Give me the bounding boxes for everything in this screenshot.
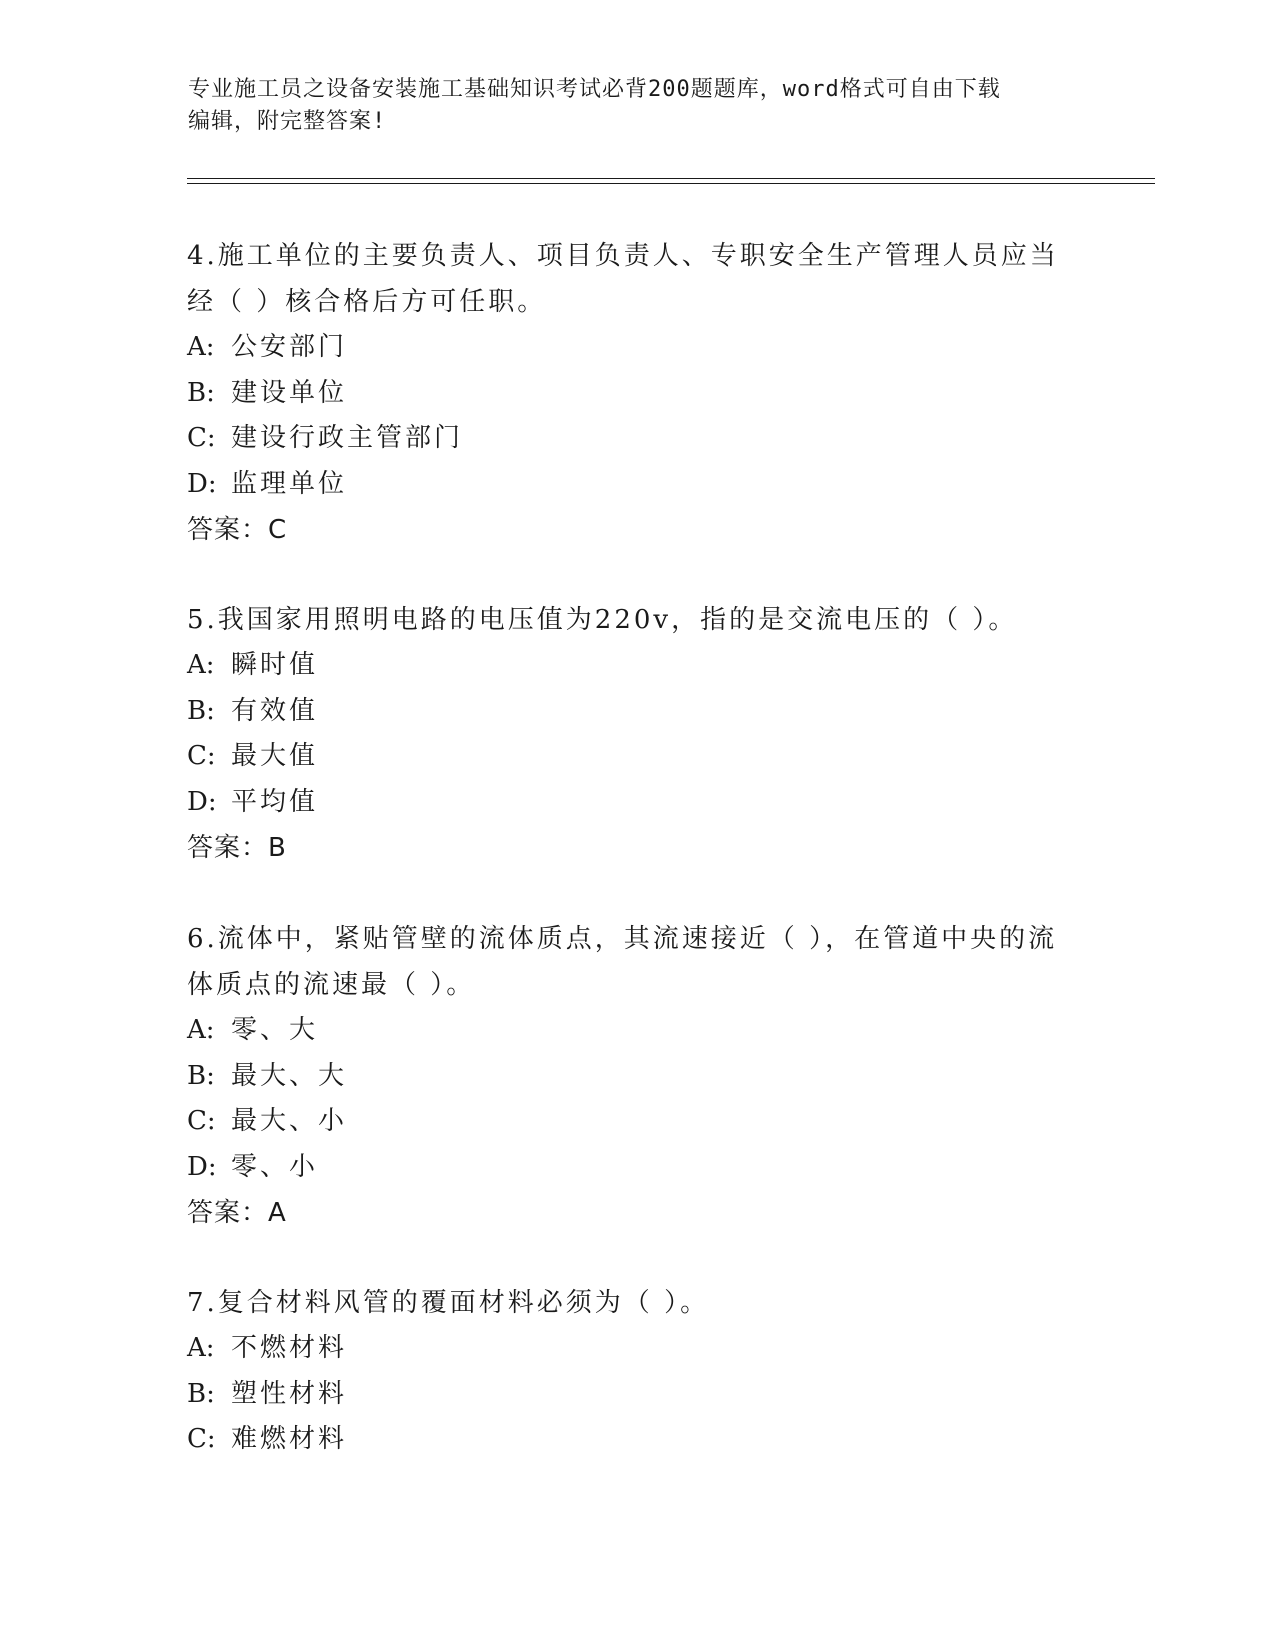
header-divider-bottom	[187, 183, 1155, 184]
option-text: 建设行政主管部门	[231, 423, 464, 453]
question-stem-line: 6.流体中，紧贴管壁的流体质点，其流速接近（ ），在管道中央的流	[187, 924, 1058, 954]
question-7	[187, 1280, 1087, 1463]
option-key: D:	[187, 468, 217, 499]
option-text: 最大、小	[231, 1106, 348, 1136]
header-divider-top	[187, 178, 1155, 179]
option-key: D:	[187, 1151, 217, 1182]
option-key: C:	[187, 423, 216, 453]
option-b	[187, 371, 1087, 417]
option-text: 塑性材料	[231, 1378, 348, 1409]
question-stem-line: 体质点的流速最（ ）。	[187, 970, 476, 1000]
option-text: 最大值	[231, 741, 319, 771]
option-text: 瞬时值	[231, 650, 319, 680]
option-c	[187, 1417, 1087, 1463]
option-key: B:	[187, 377, 215, 408]
option-key: A:	[187, 1015, 215, 1045]
option-d	[187, 1145, 1087, 1191]
option-key: B:	[187, 695, 215, 726]
answer-line: 答案：B	[187, 833, 287, 863]
option-key: A:	[187, 332, 215, 362]
question-stem-line: 4.施工单位的主要负责人、项目负责人、专职安全生产管理人员应当	[187, 241, 1059, 271]
option-key: A:	[187, 650, 215, 680]
option-c	[187, 416, 1087, 462]
question-stem-line: 5.我国家用照明电路的电压值为220v，指的是交流电压的（ ）。	[187, 605, 1018, 635]
question-stem-line: 7.复合材料风管的覆面材料必须为（ ）。	[187, 1288, 710, 1318]
option-c	[187, 1099, 1087, 1145]
answer-line: 答案：A	[187, 1198, 287, 1228]
option-d	[187, 780, 1087, 826]
header-line-2: 编辑，附完整答案!	[188, 109, 387, 134]
answer-line: 答案：C	[187, 515, 288, 545]
option-key: C:	[187, 741, 216, 771]
option-text: 不燃材料	[231, 1333, 348, 1363]
option-key: B:	[187, 1378, 215, 1409]
option-b	[187, 1372, 1087, 1418]
option-text: 建设单位	[231, 377, 348, 408]
option-text: 监理单位	[231, 468, 348, 499]
option-key: A:	[187, 1333, 215, 1363]
option-a	[187, 325, 1087, 371]
question-5	[187, 597, 1087, 871]
option-text: 零、大	[231, 1015, 319, 1045]
option-text: 最大、大	[231, 1060, 348, 1091]
option-a	[187, 1008, 1087, 1054]
document-header	[188, 74, 1068, 138]
question-stem-line: 经（ ）核合格后方可任职。	[187, 287, 547, 317]
option-b	[187, 1054, 1087, 1100]
option-key: B:	[187, 1060, 215, 1091]
option-d	[187, 462, 1087, 508]
option-text: 难燃材料	[231, 1424, 348, 1454]
option-c	[187, 734, 1087, 780]
option-key: C:	[187, 1424, 216, 1454]
option-key: C:	[187, 1106, 216, 1136]
option-a	[187, 643, 1087, 689]
question-4	[187, 233, 1087, 553]
option-b	[187, 689, 1087, 735]
option-a	[187, 1326, 1087, 1372]
header-line-1: 专业施工员之设备安装施工基础知识考试必背200题题库，word格式可自由下载	[188, 77, 1001, 102]
option-text: 零、小	[231, 1151, 319, 1182]
option-text: 公安部门	[231, 332, 348, 362]
question-6	[187, 916, 1087, 1236]
option-text: 有效值	[231, 695, 319, 726]
option-key: D:	[187, 786, 217, 817]
option-text: 平均值	[231, 786, 319, 817]
